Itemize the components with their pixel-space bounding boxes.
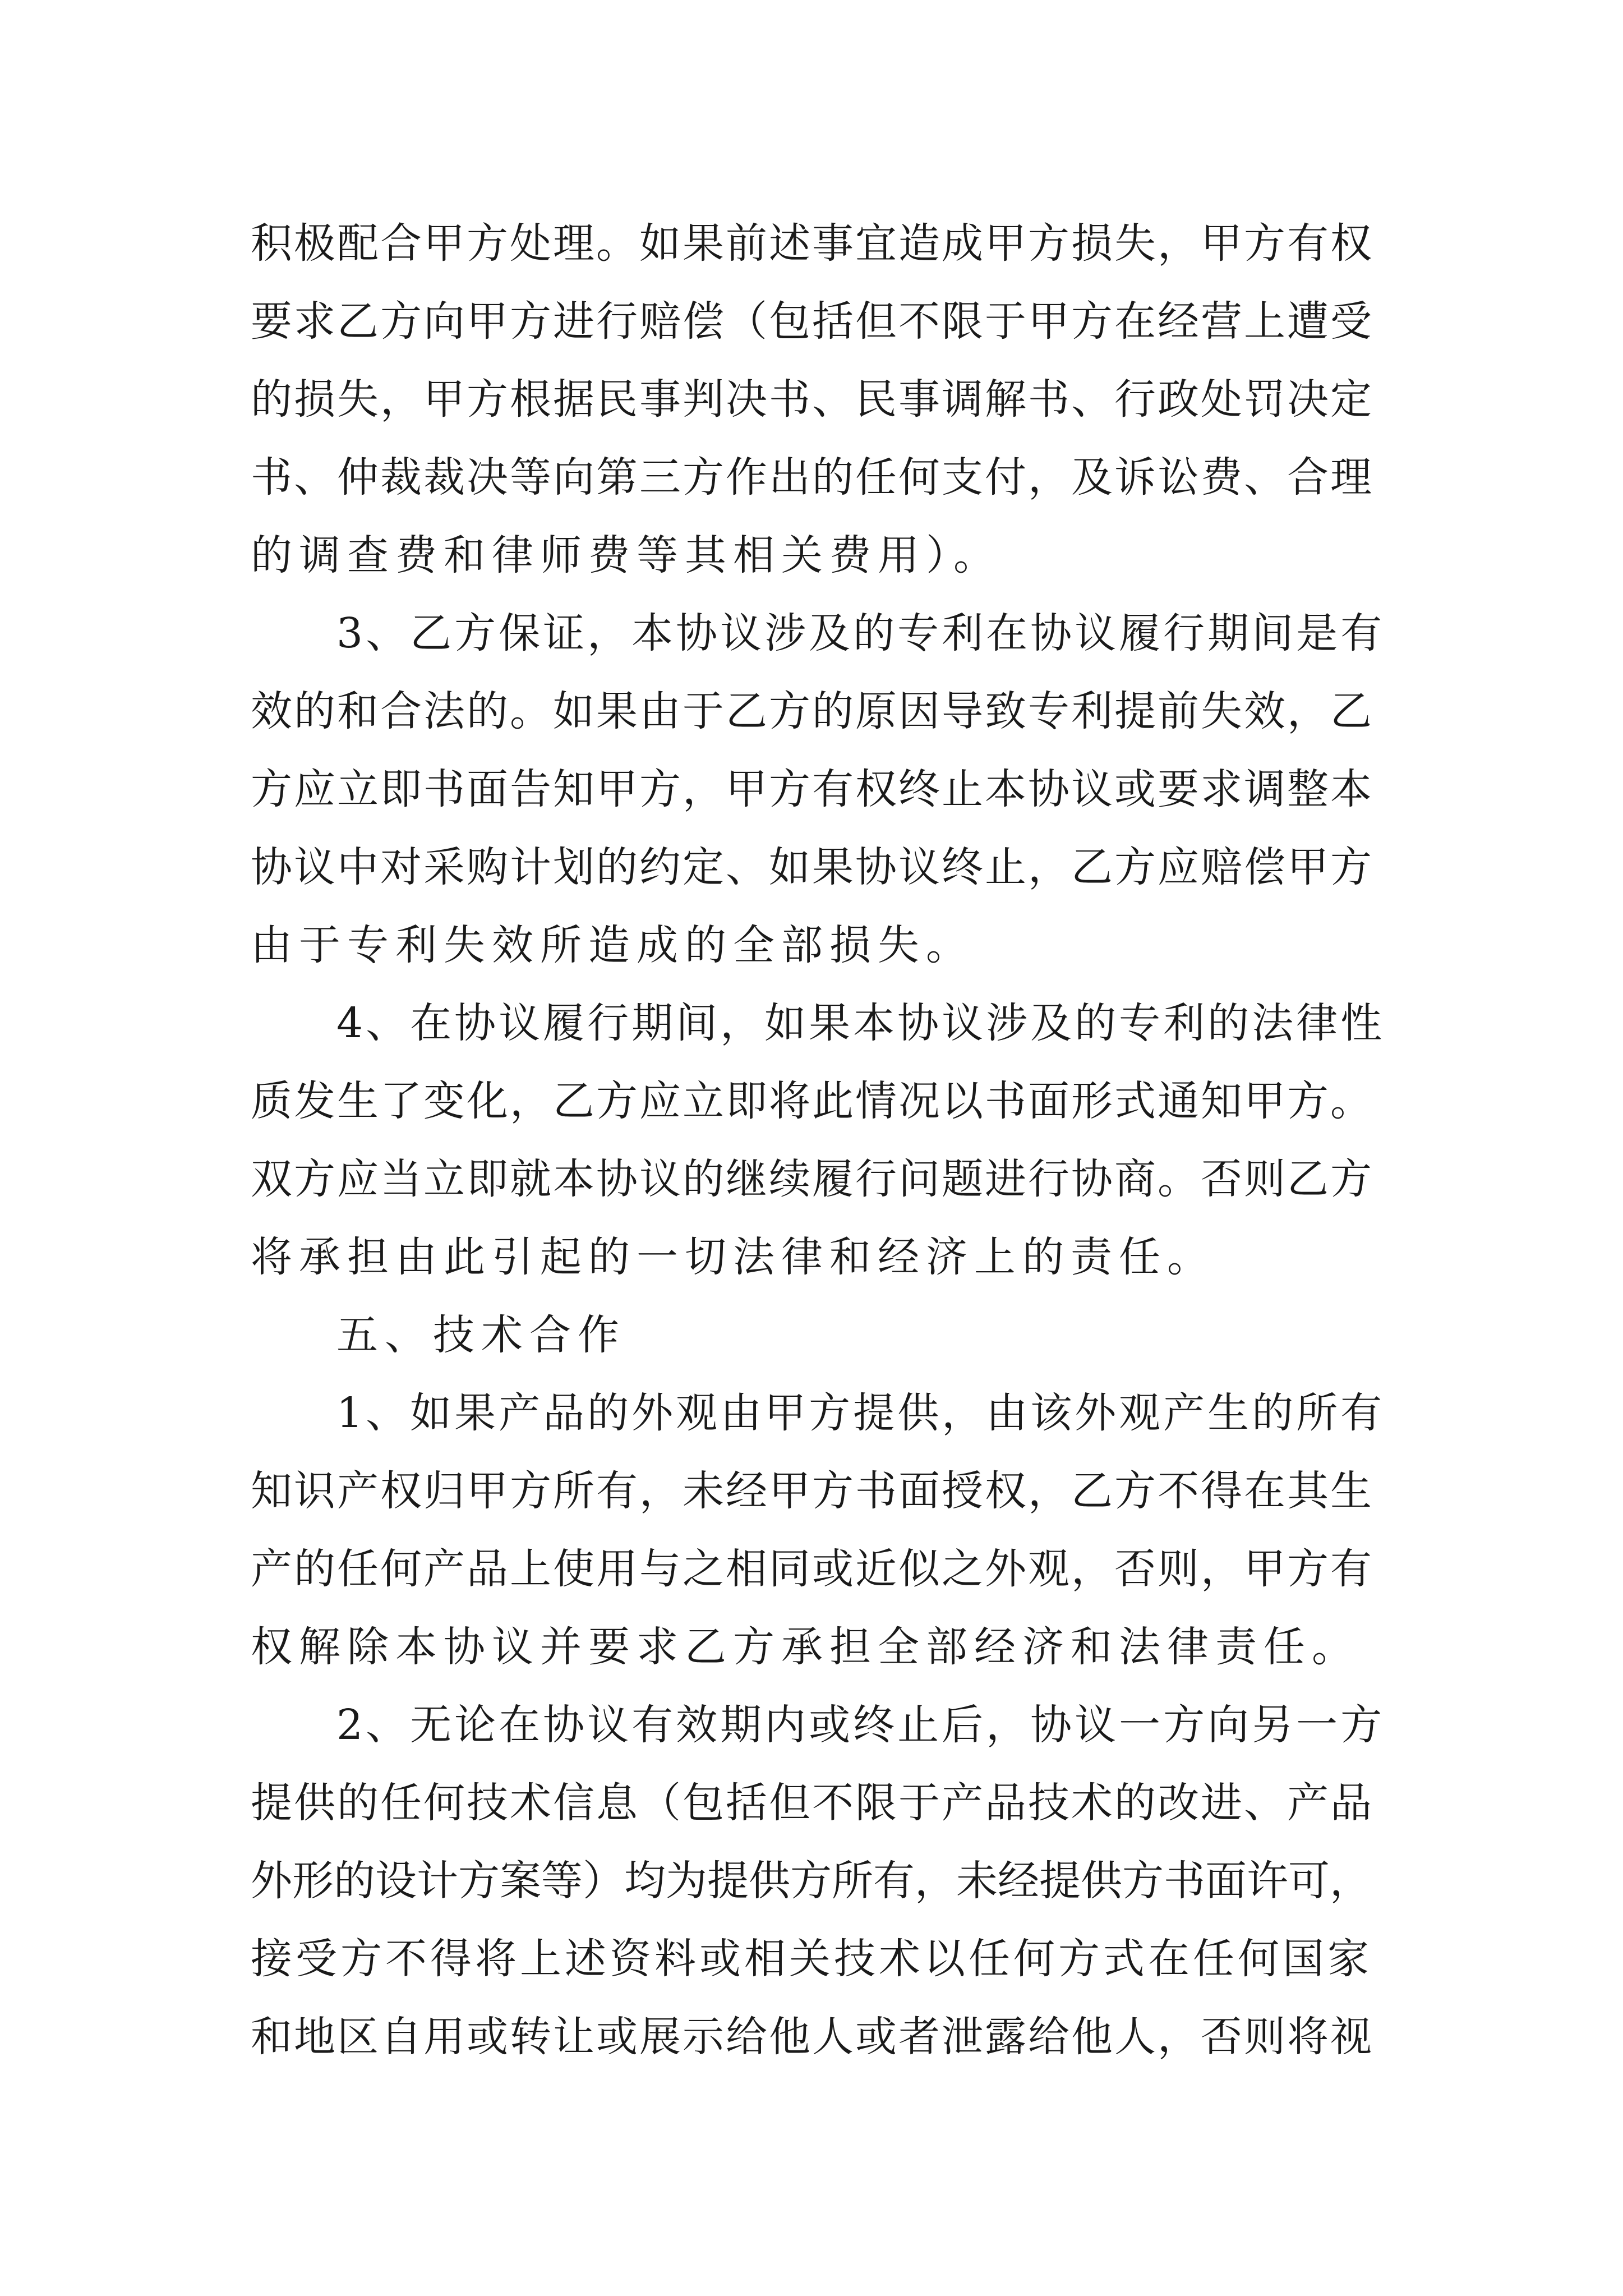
text-line: 和地区自用或转让或展示给他人或者泄露给他人，否则将视 xyxy=(251,2013,1373,2061)
text-line: 书、仲裁裁决等向第三方作出的任何支付，及诉讼费、合理 xyxy=(251,453,1373,501)
text-line: 双方应当立即就本协议的继续履行问题进行协商。否则乙方 xyxy=(251,1155,1373,1203)
text-line: 由于专利失效所造成的全部损失。 xyxy=(251,921,974,969)
text-line: 质发生了变化，乙方应立即将此情况以书面形式通知甲方。 xyxy=(251,1077,1373,1125)
text-line: 将承担由此引起的一切法律和经济上的责任。 xyxy=(251,1233,1215,1281)
text-line: 1、如果产品的外观由甲方提供，由该外观产生的所有 xyxy=(336,1389,1385,1437)
text-line: 积极配合甲方处理。如果前述事宜造成甲方损失，甲方有权 xyxy=(251,219,1373,268)
text-line: 提供的任何技术信息（包括但不限于产品技术的改进、产品 xyxy=(251,1779,1373,1827)
text-line: 的损失，甲方根据民事判决书、民事调解书、行政处罚决定 xyxy=(251,375,1373,424)
text-line: 协议中对采购计划的约定、如果协议终止，乙方应赔偿甲方 xyxy=(251,843,1373,891)
text-line: 3、乙方保证，本协议涉及的专利在协议履行期间是有 xyxy=(336,609,1385,657)
text-line: 接受方不得将上述资料或相关技术以任何方式在任何国家 xyxy=(251,1935,1372,1983)
text-line: 的调查费和律师费等其相关费用）。 xyxy=(251,531,1002,579)
section-heading: 五、技术合作 xyxy=(336,1311,626,1359)
text-line: 方应立即书面告知甲方，甲方有权终止本协议或要求调整本 xyxy=(251,765,1373,813)
text-line: 2、无论在协议有效期内或终止后，协议一方向另一方 xyxy=(336,1701,1385,1749)
text-line: 4、在协议履行期间，如果本协议涉及的专利的法律性 xyxy=(336,999,1385,1047)
text-line: 产的任何产品上使用与之相同或近似之外观，否则，甲方有 xyxy=(251,1545,1373,1593)
text-line: 效的和合法的。如果由于乙方的原因导致专利提前失效，乙 xyxy=(251,687,1373,735)
text-line: 外形的设计方案等）均为提供方所有，未经提供方书面许可， xyxy=(251,1857,1371,1905)
text-line: 要求乙方向甲方进行赔偿（包括但不限于甲方在经营上遭受 xyxy=(251,297,1373,346)
text-line: 权解除本协议并要求乙方承担全部经济和法律责任。 xyxy=(251,1623,1360,1671)
text-line: 知识产权归甲方所有，未经甲方书面授权，乙方不得在其生 xyxy=(251,1467,1373,1515)
